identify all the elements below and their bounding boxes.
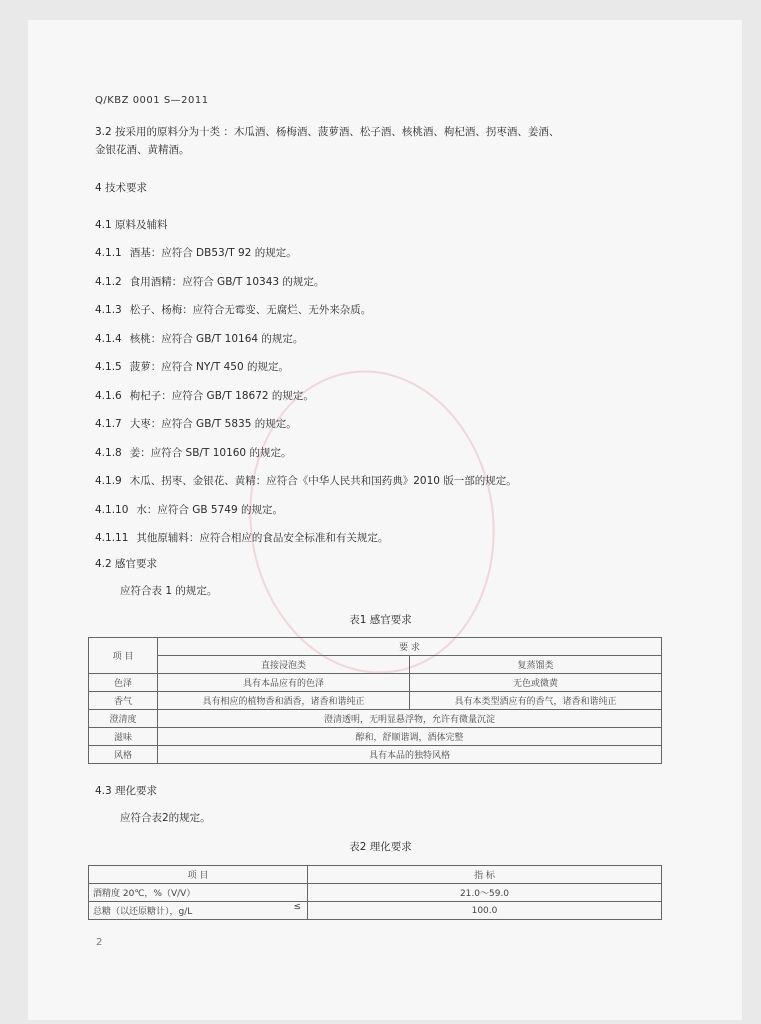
section-4-3-heading: 4.3 理化要求 <box>95 785 158 797</box>
table-cell: 色泽 <box>89 674 158 692</box>
item-text: 水：应符合 GB 5749 的规定。 <box>136 503 283 516</box>
requirement-item <box>95 359 289 375</box>
table-cell: 澄清透明，无明显悬浮物，允许有微量沉淀 <box>158 710 662 728</box>
item-number: 4.1.7 <box>95 418 122 430</box>
table-cell: 具有本品的独特风格 <box>158 746 662 764</box>
item-label: 总糖（以还原糖计），g/L <box>93 907 193 917</box>
table-cell <box>89 884 308 902</box>
item-text: 菠萝：应符合 NY/T 450 的规定。 <box>129 361 289 373</box>
item-text: 姜：应符合 SB/T 10160 的规定。 <box>129 446 292 459</box>
table1-req-header: 要 求 <box>158 638 662 656</box>
item-number: 4.1.10 <box>95 503 129 516</box>
item-text: 松子、杨梅：应符合无霉变、无腐烂、无外来杂质。 <box>129 304 372 316</box>
section-4-2-heading: 4.2 感官要求 <box>95 558 158 570</box>
table-cell: 21.0～59.0 <box>308 884 662 902</box>
comparison-symbol: ≤ <box>293 902 301 912</box>
requirement-item <box>95 473 517 489</box>
requirement-item <box>95 245 297 261</box>
item-text: 酒基：应符合 DB53/T 92 的规定。 <box>129 247 297 259</box>
item-number: 4.1.9 <box>95 475 122 487</box>
table-cell: 香气 <box>89 692 158 710</box>
clause-3-2-line1: 3.2 按采用的原料分为十类 ：木瓜酒、杨梅酒、菠萝酒、松子酒、核桃酒、枸杞酒、拐枣酒、姜酒、 <box>95 126 560 138</box>
table-cell: 具有本品应有的色泽 <box>158 674 410 692</box>
requirement-item <box>95 388 314 404</box>
requirement-item <box>95 416 297 432</box>
section-4-2-text: 应符合表 1 的规定。 <box>120 585 218 597</box>
section-4-3-text: 应符合表2的规定。 <box>120 812 211 824</box>
table1-sub2: 复蒸馏类 <box>410 656 662 674</box>
requirement-item <box>95 331 303 347</box>
table-row <box>89 710 662 728</box>
section-4-heading: 4 技术要求 <box>95 182 148 194</box>
item-number: 4.1.3 <box>95 304 122 316</box>
table-row <box>89 902 662 920</box>
table-row <box>89 746 662 764</box>
item-number: 4.1.4 <box>95 332 122 345</box>
clause-3-2-line2: 金银花酒、黄精酒。 <box>95 144 190 156</box>
item-text: 枸杞子：应符合 GB/T 18672 的规定。 <box>129 389 314 402</box>
table-row <box>89 692 662 710</box>
table-cell: 具有本类型酒应有的香气，诸香和谐纯正 <box>410 692 662 710</box>
page-number: 2 <box>96 937 103 948</box>
item-text: 木瓜、拐枣、金银花、黄精：应符合《中华人民共和国药典》2010 版一部的规定。 <box>129 475 517 487</box>
item-number: 4.1.11 <box>95 532 129 544</box>
table-cell: 无色或微黄 <box>410 674 662 692</box>
requirement-item <box>95 445 291 461</box>
item-number: 4.1.8 <box>95 446 122 459</box>
physicochemical-requirements-table <box>88 865 662 920</box>
table2-index-header: 指 标 <box>308 866 662 884</box>
table-cell: 风格 <box>89 746 158 764</box>
item-number: 4.1.5 <box>95 361 122 373</box>
item-number: 4.1.2 <box>95 275 122 288</box>
table1-item-header: 项 目 <box>89 638 158 674</box>
item-text: 核桃：应符合 GB/T 10164 的规定。 <box>129 332 304 345</box>
sensory-requirements-table <box>88 637 662 764</box>
item-text: 食用酒精：应符合 GB/T 10343 的规定。 <box>129 275 325 288</box>
requirement-item <box>95 274 324 290</box>
table2-caption: 表2 理化要求 <box>349 841 412 853</box>
table-cell: 100.0 <box>308 902 662 920</box>
standard-number: Q/KBZ 0001 S—2011 <box>95 95 209 106</box>
item-number: 4.1.1 <box>95 247 122 259</box>
section-4-1-heading: 4.1 原料及辅料 <box>95 219 168 231</box>
item-number: 4.1.6 <box>95 389 122 402</box>
table1-sub1: 直接浸泡类 <box>158 656 410 674</box>
table2-item-header: 项 目 <box>89 866 308 884</box>
table-row <box>89 674 662 692</box>
table-cell: 具有相应的植物香和酒香，诸香和谐纯正 <box>158 692 410 710</box>
requirement-item <box>95 530 388 546</box>
table-cell <box>89 902 308 920</box>
table-cell: 醇和，舒顺谐调，酒体完整 <box>158 728 662 746</box>
requirement-item <box>95 502 283 518</box>
table-row <box>89 884 662 902</box>
table-row <box>89 728 662 746</box>
item-label: 酒精度 20℃，%（V/V） <box>93 889 196 899</box>
item-text: 大枣：应符合 GB/T 5835 的规定。 <box>129 418 297 430</box>
table-cell: 滋味 <box>89 728 158 746</box>
table-cell: 澄清度 <box>89 710 158 728</box>
requirement-item <box>95 302 371 318</box>
table1-caption: 表1 感官要求 <box>349 614 412 626</box>
item-text: 其他原辅料：应符合相应的食品安全标准和有关规定。 <box>136 532 389 544</box>
